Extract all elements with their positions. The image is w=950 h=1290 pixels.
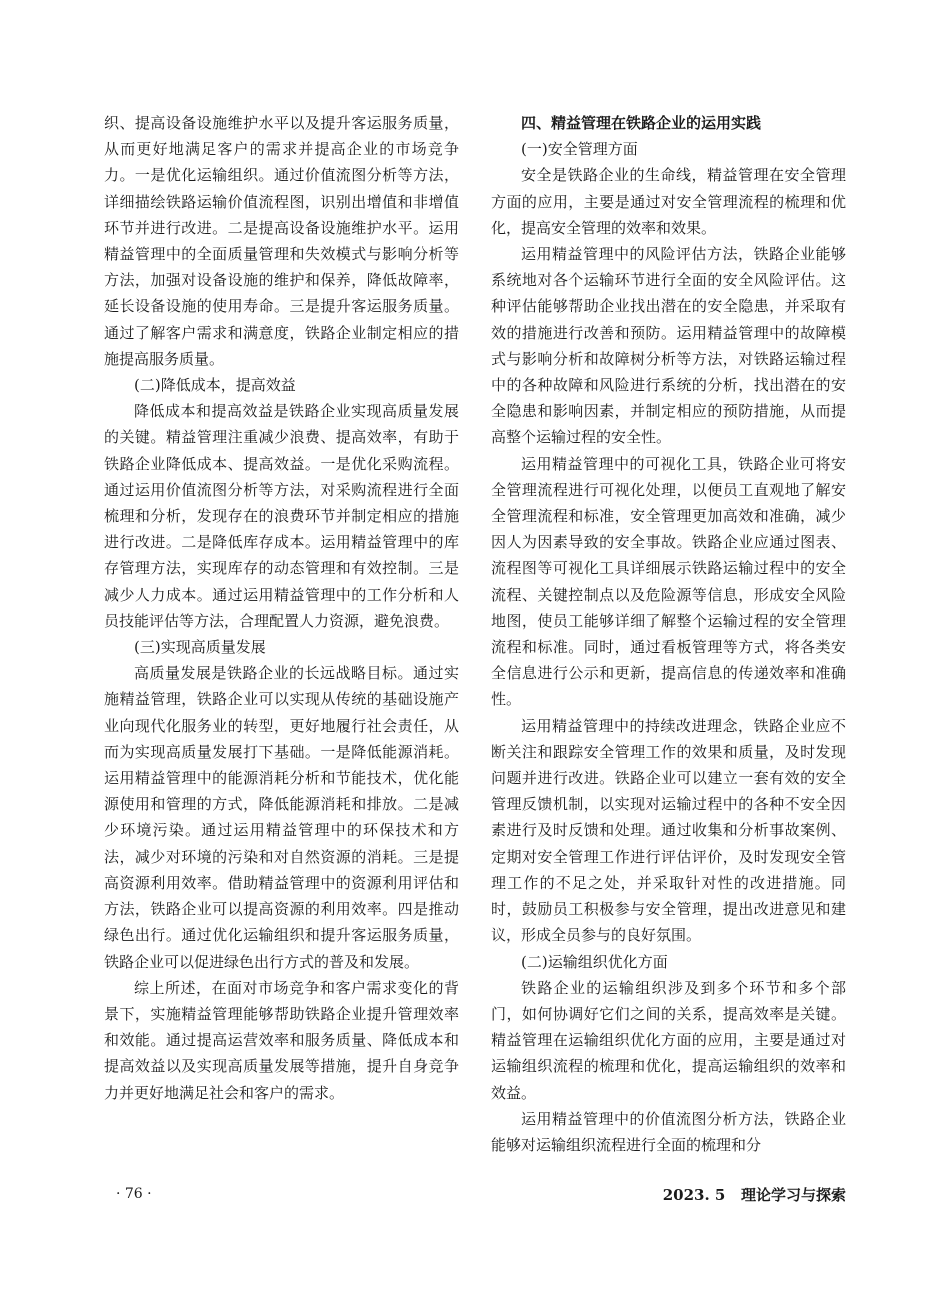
paragraph: 运用精益管理中的价值流图分析方法，铁路企业能够对运输组织流程进行全面的梳理和分: [491, 1109, 846, 1154]
section-heading: 四、精益管理在铁路企业的运用实践: [521, 114, 762, 132]
paragraph: 综上所述，在面对市场竞争和客户需求变化的背景下，实施精益管理能够帮助铁路企业提升管理效率和效能。通过提高运营效率和服务质量、降低成本和提高效益以及实现高质量发展等措施，提升自身竞争力并更好地满足社会和客户的需求。: [104, 978, 459, 1102]
paragraph: 织、提高设备设施维护水平以及提升客运服务质量，从而更好地满足客户的需求并提高企业的市场竞争力。一是优化运输组织。通过价值流图分析等方法，详细描绘铁路运输价值流程图，识别出增值和非增值环节并进行改进。二是提高设备设施维护水平。运用精益管理中的全面质量管理和失效模式与影响分析等方法，加强对设备设施的维护和保养，降低故障率，延长设备设施的使用寿命。三是提升客运服务质量。通过了解客户需求和满意度，铁路企业制定相应的措施提高服务质量。: [104, 114, 459, 368]
subsection-heading: (二)运输组织优化方面: [521, 952, 668, 971]
left-column: [104, 110, 459, 1106]
right-column: [491, 110, 846, 1158]
paragraph: 高质量发展是铁路企业的长远战略目标。通过实施精益管理，铁路企业可以实现从传统的基础设施产业向现代化服务业的转型，更好地履行社会责任，从而为实现高质量发展打下基础。一是降低能源消耗。运用精益管理中的能源消耗分析和节能技术，优化能源使用和管理的方式，降低能源消耗和排放。二是减少环境污染。通过运用精益管理中的环保技术和方法，减少对环境的污染和对自然资源的消耗。三是提高资源利用效率。借助精益管理中的资源利用评估和方法，铁路企业可以提高资源的利用效率。四是推动绿色出行。通过优化运输组织和提升客运服务质量，铁路企业可以促进绿色出行方式的普及和发展。: [104, 664, 459, 971]
subsection-heading: (三)实现高质量发展: [134, 638, 266, 657]
paragraph: 铁路企业的运输组织涉及到多个环节和多个部门，如何协调好它们之间的关系，提高效率是关键。精益管理在运输组织优化方面的应用，主要是通过对运输组织流程的梳理和优化，提高运输组织的效率和效益。: [491, 978, 846, 1102]
journal-issue: 2023. 5 理论学习与探索: [662, 1186, 846, 1204]
paragraph: 运用精益管理中的可视化工具，铁路企业可将安全管理流程进行可视化处理，以便员工直观地了解安全管理流程和标准，安全管理更加高效和准确，减少因人为因素导致的安全事故。铁路企业应通过图表、流程图等可视化工具详细展示铁路运输过程中的安全流程、关键控制点以及危险源等信息，形成安全风险地图，使员工能够详细了解整个运输过程的安全管理流程和标准。同时，通过看板管理等方式，将各类安全信息进行公示和更新，提高信息的传递效率和准确性。: [491, 454, 846, 709]
paragraph: 运用精益管理中的风险评估方法，铁路企业能够系统地对各个运输环节进行全面的安全风险评估。这种评估能够帮助企业找出潜在的安全隐患，并采取有效的措施进行改善和预防。运用精益管理中的故障模式与影响分析和故障树分析等方法，对铁路运输过程中的各种故障和风险进行系统的分析，找出潜在的安全隐患和影响因素，并制定相应的预防措施，从而提高整个运输过程的安全性。: [491, 245, 846, 447]
paragraph: 安全是铁路企业的生命线，精益管理在安全管理方面的应用，主要是通过对安全管理流程的梳理和优化，提高安全管理的效率和效果。: [491, 166, 846, 237]
paragraph: 运用精益管理中的持续改进理念，铁路企业应不断关注和跟踪安全管理工作的效果和质量，及时发现问题并进行改进。铁路企业可以建立一套有效的安全管理反馈机制，以实现对运输过程中的各种不安全因素进行及时反馈和处理。通过收集和分析事故案例、定期对安全管理工作进行评估评价，及时发现安全管理工作的不足之处，并采取针对性的改进措施。同时，鼓励员工积极参与安全管理，提出改进意见和建议，形成全员参与的良好氛围。: [491, 716, 846, 945]
page-number: · 76 ·: [116, 1186, 152, 1202]
subsection-heading: (二)降低成本，提高效益: [134, 376, 296, 395]
paragraph: 降低成本和提高效益是铁路企业实现高质量发展的关键。精益管理注重减少浪费、提高效率，有助于铁路企业降低成本、提高效益。一是优化采购流程。通过运用价值流图分析等方法，对采购流程进行全面梳理和分析，发现存在的浪费环节并制定相应的措施进行改进。二是降低库存成本。运用精益管理中的库存管理方法，实现库存的动态管理和有效控制。三是减少人力成本。通过运用精益管理中的工作分析和人员技能评估等方法，合理配置人力资源，避免浪费。: [104, 402, 459, 630]
subsection-heading: (一)安全管理方面: [521, 140, 638, 159]
